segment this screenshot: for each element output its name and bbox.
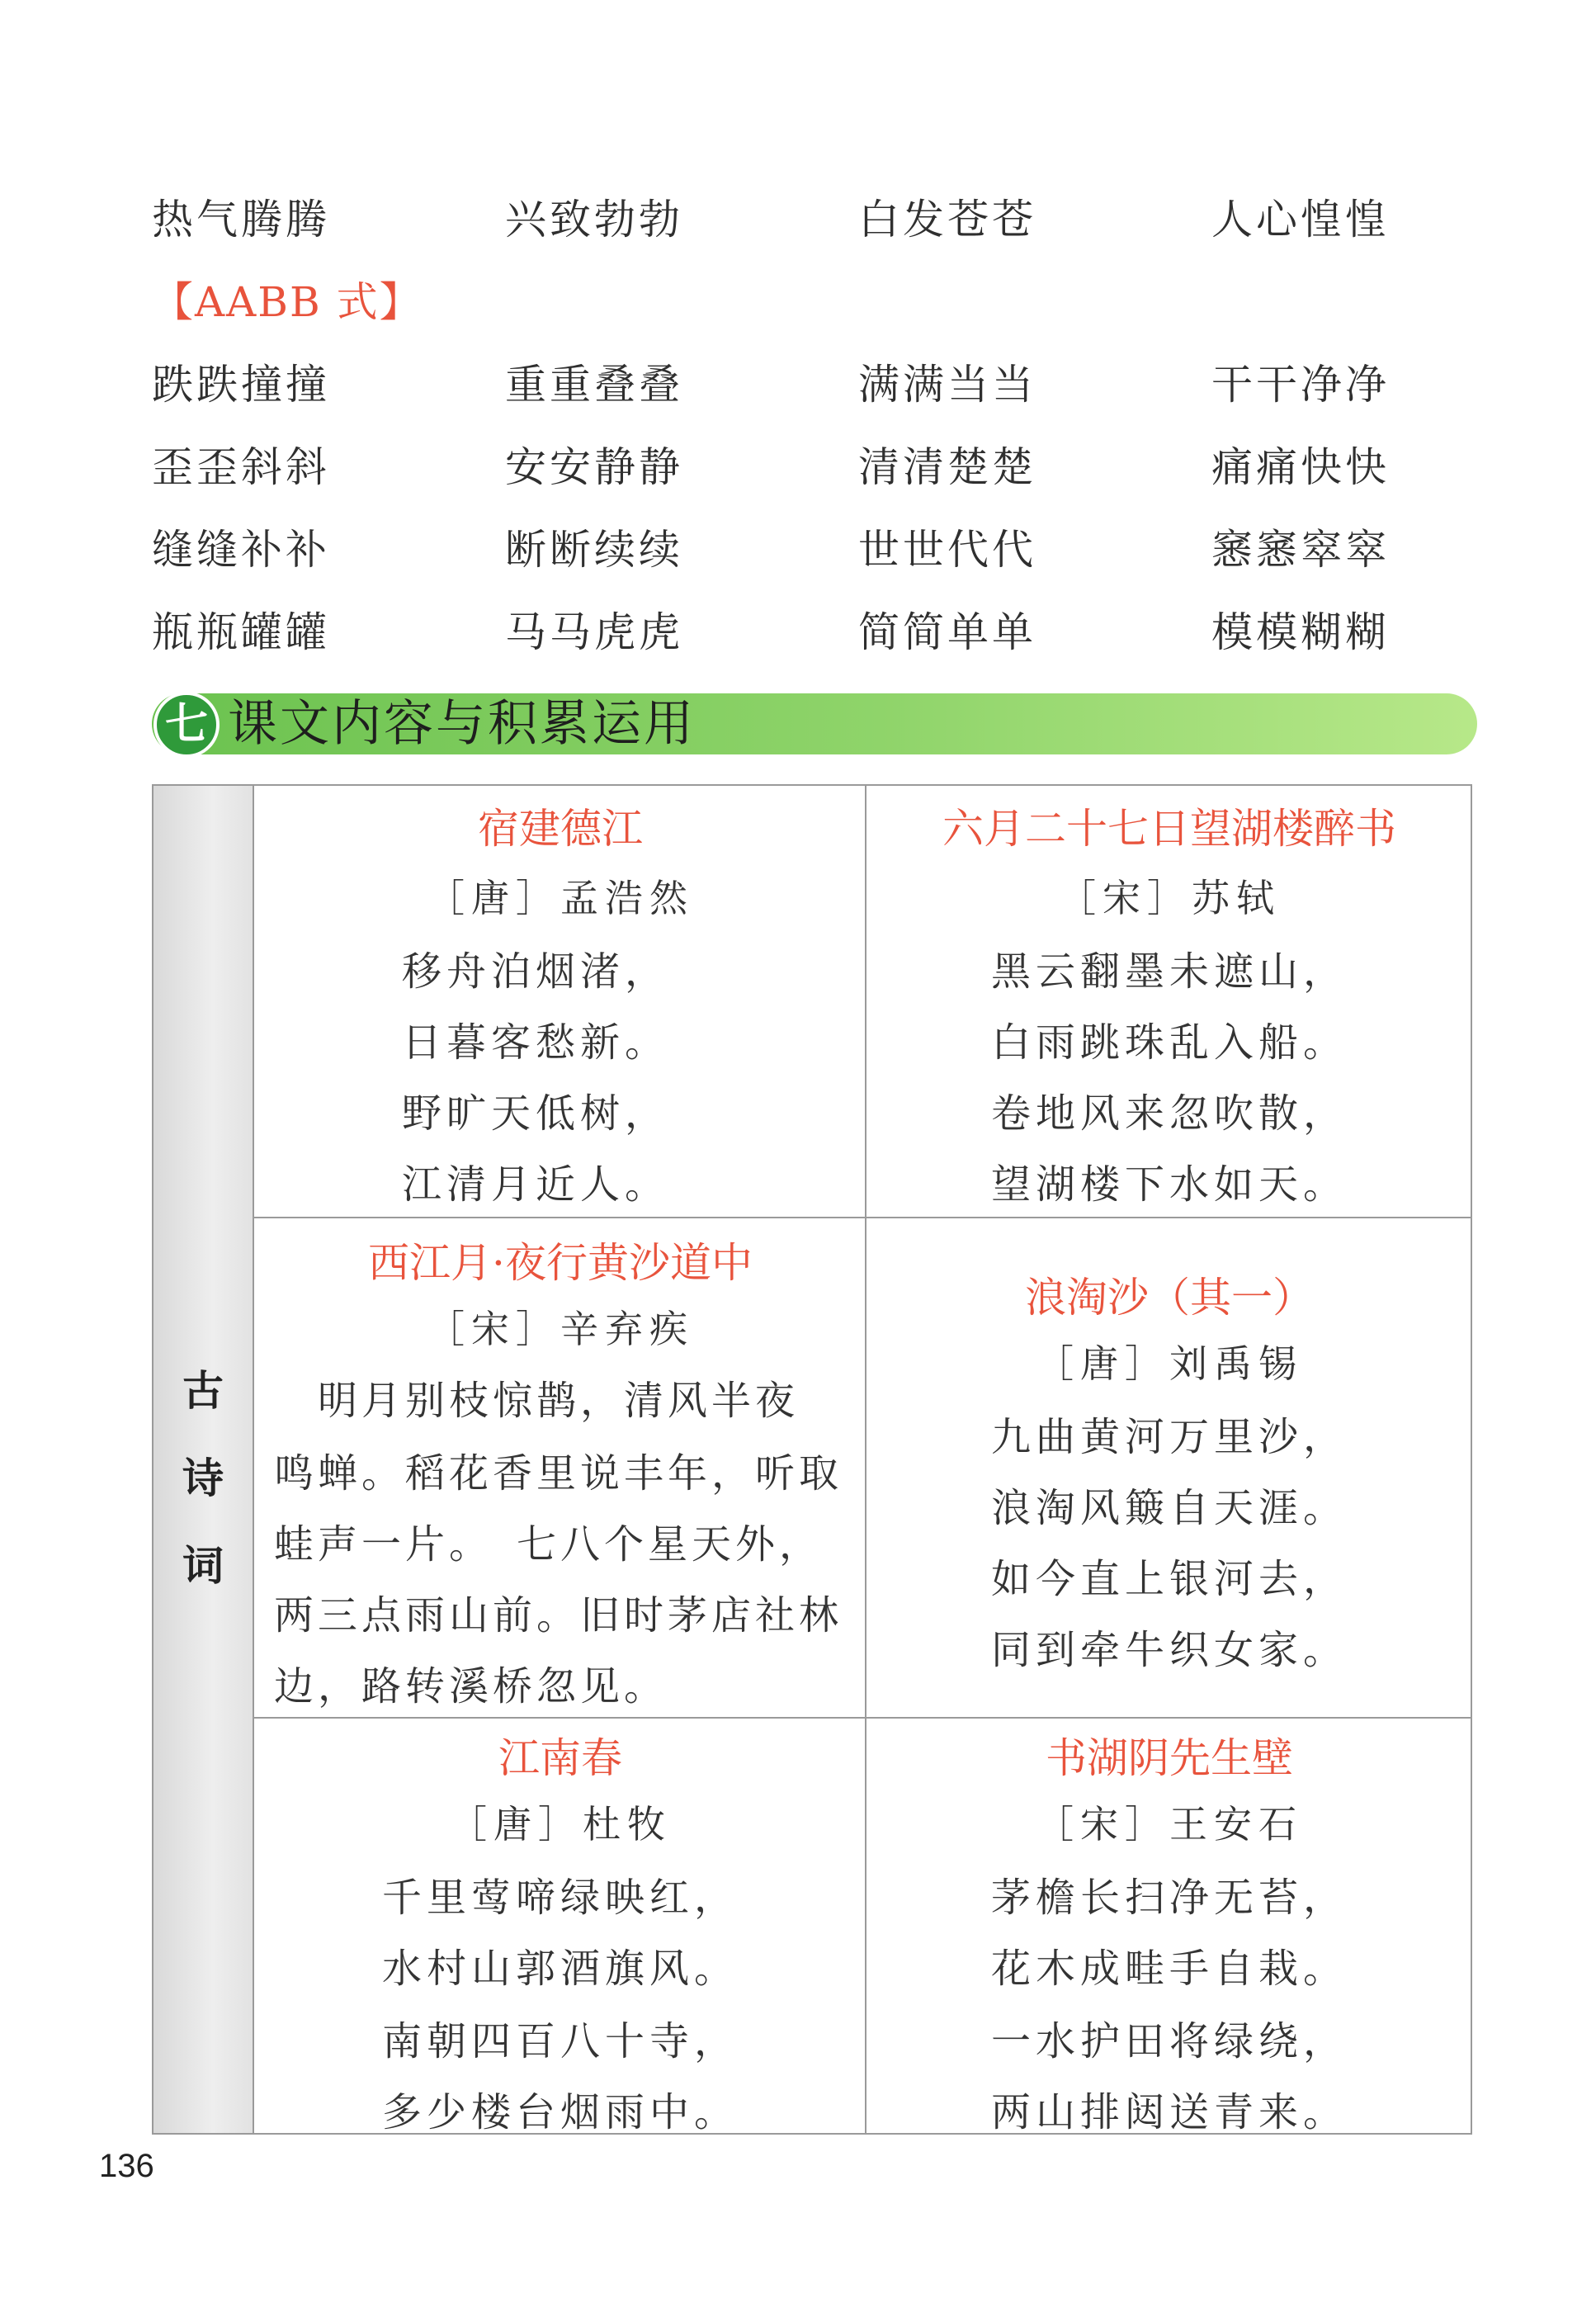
poem-line: 浪淘风簸自天涯。 xyxy=(990,1485,1348,1531)
poem-line: 边，路转溪桥忽见。 xyxy=(274,1663,668,1710)
poem-line: 一水护田将绿绕， xyxy=(990,2018,1348,2064)
poem-cell xyxy=(256,1719,865,2135)
poem-line: 两山排闼送青来。 xyxy=(990,2089,1348,2135)
idiom: 兴致勃勃 xyxy=(505,196,683,244)
idiom: 瓶瓶罐罐 xyxy=(152,608,330,656)
poem-line: 黑云翻墨未遮山， xyxy=(990,948,1348,995)
poem-title: 六月二十七日望湖楼醉书 xyxy=(942,805,1396,853)
poem-cell xyxy=(866,1719,1472,2135)
poem-line: 如今直上银河去， xyxy=(990,1556,1348,1602)
poem-line: 九曲黄河万里沙， xyxy=(990,1414,1348,1460)
poem-author: ［宋］苏轼 xyxy=(1058,876,1281,920)
poem-line: 两三点雨山前。旧时茅店社林 xyxy=(274,1592,843,1639)
idiom: 热气腾腾 xyxy=(152,196,330,244)
poem-line: 明月别枝惊鹊，清风半夜 xyxy=(274,1378,800,1424)
poem-line: 同到牵牛织女家。 xyxy=(990,1627,1348,1673)
idiom-row xyxy=(152,434,1439,492)
idiom: 模模糊糊 xyxy=(1211,608,1390,656)
idiom: 窸窸窣窣 xyxy=(1211,526,1390,574)
category-label: 古 诗 词 xyxy=(182,1367,224,1590)
poem-title: 浪淘沙（其一） xyxy=(1025,1274,1314,1322)
poem-line: 千里莺啼绿映红， xyxy=(381,1875,739,1921)
poem-line: 野旷天低树， xyxy=(401,1090,669,1137)
poem-line: 水村山郭酒旗风。 xyxy=(381,1946,739,1992)
poem-author: ［唐］刘禹锡 xyxy=(1036,1341,1303,1386)
aabb-pattern-label: 【AABB 式】 xyxy=(152,278,423,326)
poem-cell xyxy=(866,1218,1472,1717)
idiom: 跌跌撞撞 xyxy=(152,361,330,409)
idiom: 马马虎虎 xyxy=(505,608,683,656)
idiom: 缝缝补补 xyxy=(152,526,330,574)
idiom: 断断续续 xyxy=(505,526,683,574)
poem-line: 移舟泊烟渚， xyxy=(401,948,669,995)
poem-line: 江清月近人。 xyxy=(401,1161,669,1208)
poem-line: 鸣蝉。稻花香里说丰年，听取 xyxy=(274,1450,843,1497)
poem-line: 茅檐长扫净无苔， xyxy=(990,1875,1348,1921)
idiom: 歪歪斜斜 xyxy=(152,443,330,491)
idiom: 简简单单 xyxy=(858,608,1036,656)
idiom: 人心惶惶 xyxy=(1211,196,1390,244)
idiom: 世世代代 xyxy=(858,526,1036,574)
poem-title: 书湖阴先生壁 xyxy=(1046,1734,1293,1782)
poem-line: 花木成畦手自栽。 xyxy=(990,1946,1348,1992)
idiom: 干干净净 xyxy=(1211,361,1390,409)
idiom: 白发苍苍 xyxy=(858,196,1036,244)
poem-author: ［唐］杜牧 xyxy=(449,1802,672,1847)
idiom-row xyxy=(152,187,1439,244)
poem-line: 日暮客愁新。 xyxy=(401,1019,669,1066)
section-number-badge: 七 xyxy=(153,692,220,758)
poem-author: ［唐］孟浩然 xyxy=(427,876,694,920)
poem-line: 南朝四百八十寺， xyxy=(381,2018,739,2064)
category-column xyxy=(153,786,254,2133)
poem-cell xyxy=(866,786,1472,1217)
idiom: 安安静静 xyxy=(505,443,683,491)
section-title: 课文内容与积累运用 xyxy=(228,695,696,753)
poem-cell xyxy=(256,786,865,1217)
idiom-row xyxy=(152,599,1439,657)
poem-line: 蛙声一片。 七八个星天外， xyxy=(274,1521,824,1568)
poem-line: 卷地风来忽吹散， xyxy=(990,1090,1348,1137)
poem-title: 西江月·夜行黄沙道中 xyxy=(368,1239,753,1287)
poem-cell xyxy=(256,1218,865,1717)
poem-author: ［宋］王安石 xyxy=(1036,1802,1303,1847)
poem-title: 宿建德江 xyxy=(478,805,643,853)
page-number: 136 xyxy=(99,2148,154,2184)
idiom: 痛痛快快 xyxy=(1211,443,1390,491)
poem-table xyxy=(152,784,1472,2135)
idiom: 满满当当 xyxy=(858,361,1036,409)
idiom: 清清楚楚 xyxy=(858,443,1036,491)
poem-line: 望湖楼下水如天。 xyxy=(990,1161,1348,1208)
poem-line: 多少楼台烟雨中。 xyxy=(381,2089,739,2135)
poem-title: 江南春 xyxy=(498,1734,622,1782)
idiom-row xyxy=(152,517,1439,575)
poem-author: ［宋］辛弃疾 xyxy=(427,1307,694,1351)
poem-line: 白雨跳珠乱入船。 xyxy=(990,1019,1348,1066)
idiom-row xyxy=(152,352,1439,409)
idiom: 重重叠叠 xyxy=(505,361,683,409)
